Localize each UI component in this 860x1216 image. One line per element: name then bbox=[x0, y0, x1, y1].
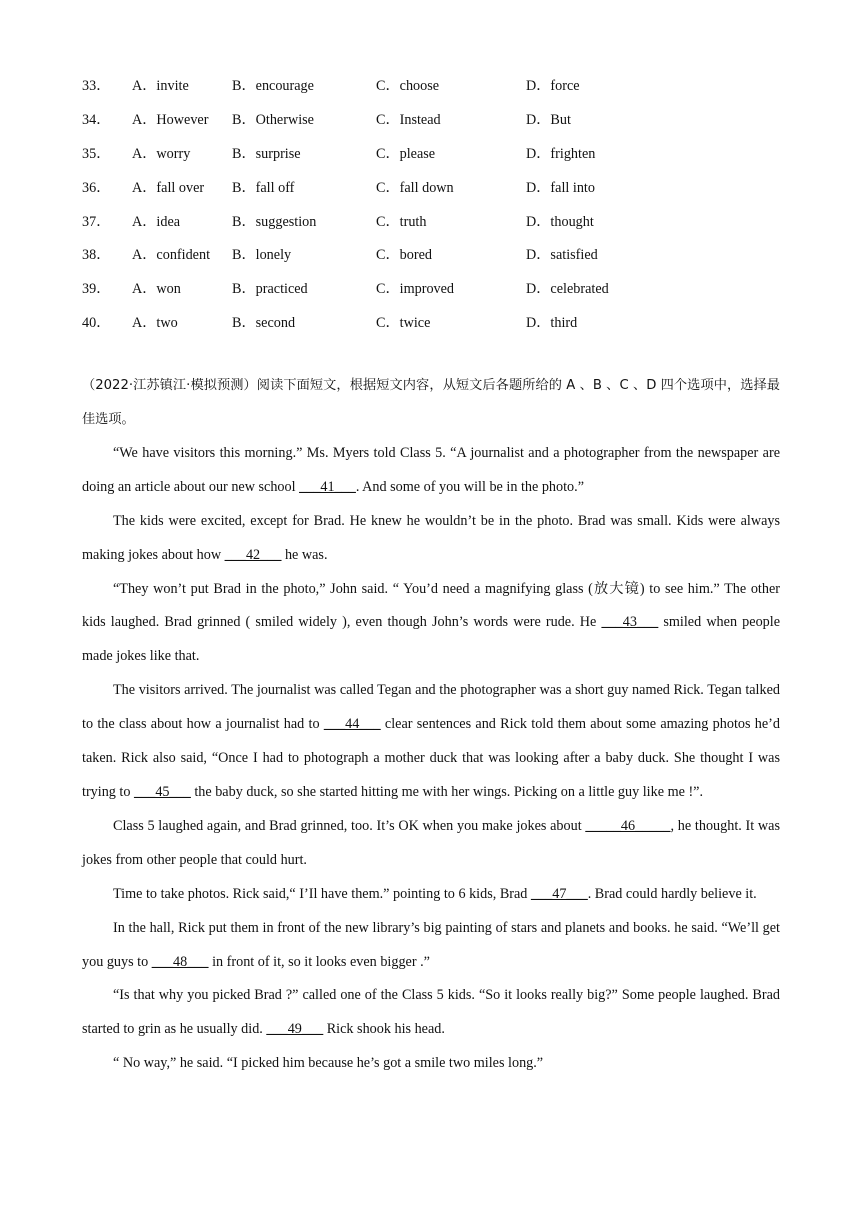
option-d: D．celebrated bbox=[526, 281, 609, 298]
blank-43: ___43___ bbox=[601, 614, 659, 631]
option-b: B．encourage bbox=[232, 77, 314, 94]
passage-paragraph bbox=[82, 1047, 780, 1081]
option-row-34 bbox=[82, 102, 780, 136]
option-row-38 bbox=[82, 237, 780, 271]
option-c: C．improved bbox=[376, 281, 455, 298]
option-c: C．bored bbox=[376, 247, 432, 264]
passage-paragraph bbox=[82, 979, 780, 1047]
paragraph-text: smiled when people made jokes like that. bbox=[82, 614, 780, 665]
blank-46: _____46_____ bbox=[585, 817, 671, 834]
option-a: A．two bbox=[132, 315, 178, 332]
question-number: 40． bbox=[82, 315, 111, 332]
passage-paragraph bbox=[82, 573, 780, 675]
passage-paragraph bbox=[82, 912, 780, 980]
blank-47: ___47___ bbox=[530, 885, 588, 902]
option-c: C．please bbox=[376, 145, 436, 162]
option-b: B．Otherwise bbox=[232, 111, 314, 128]
option-c: C．twice bbox=[376, 315, 431, 332]
paragraph-text: “We have visitors this morning.” Ms. Myers told Class 5. “A journalist and a photographer from the newspaper are doing an article about our new school bbox=[82, 444, 780, 495]
option-a: A．won bbox=[132, 281, 181, 298]
paragraph-text: The kids were excited, except for Brad. He knew he wouldn’t be in the photo. Brad was small. Kids were always making jokes about how bbox=[82, 512, 780, 563]
option-b: B．suggestion bbox=[232, 213, 317, 230]
option-c: C．fall down bbox=[376, 179, 454, 196]
paragraph-text: The visitors arrived. The journalist was called Tegan and the photographer was a short guy named Rick. Tegan talked to the class about how a journalist had to bbox=[82, 682, 780, 733]
question-number: 33． bbox=[82, 77, 111, 94]
paragraph-text: , he thought. It was jokes from other people that could hurt. bbox=[82, 817, 780, 868]
question-number: 34． bbox=[82, 111, 111, 128]
passage bbox=[82, 437, 780, 1081]
paragraph-text: in front of it, so it looks even bigger .” bbox=[208, 953, 430, 970]
option-c: C．Instead bbox=[376, 111, 441, 128]
passage-paragraph bbox=[82, 878, 780, 912]
paragraph-text: the baby duck, so she started hitting me with her wings. Picking on a little guy like me !”. bbox=[190, 784, 704, 800]
option-b: B．surprise bbox=[232, 145, 301, 162]
blank-45: ___45___ bbox=[134, 784, 191, 800]
option-d: D．force bbox=[526, 77, 580, 94]
option-row-37 bbox=[82, 204, 780, 238]
question-number: 37． bbox=[82, 213, 111, 230]
passage-paragraph bbox=[82, 437, 780, 505]
option-a: A．worry bbox=[132, 145, 191, 162]
paragraph-text: Class 5 laughed again, and Brad grinned, too. It’s OK when you make jokes about bbox=[113, 817, 586, 834]
paragraph-text: Time to take photos. Rick said,“ I’Il have them.” pointing to 6 kids, Brad bbox=[113, 885, 531, 902]
option-row-39 bbox=[82, 271, 780, 305]
option-row-35 bbox=[82, 136, 780, 170]
option-a: A．However bbox=[132, 111, 209, 128]
question-number: 39． bbox=[82, 281, 111, 298]
option-a: A．confident bbox=[132, 247, 211, 264]
passage-instructions: （2022·江苏镇江·模拟预测）阅读下面短文，根据短文内容，从短文后各题所给的 A 、B 、C 、D 四个选项中，选择最佳选项。 bbox=[82, 378, 780, 428]
blank-48: ___48___ bbox=[151, 953, 209, 970]
option-row-40 bbox=[82, 305, 780, 339]
option-row-33 bbox=[82, 68, 780, 102]
option-d: D．fall into bbox=[526, 179, 595, 196]
blank-41: ___41___ bbox=[299, 478, 356, 495]
passage-paragraph bbox=[82, 810, 780, 878]
blank-44: ___44___ bbox=[323, 716, 381, 733]
paragraph-text: . And some of you will be in the photo.” bbox=[355, 478, 584, 495]
option-d: D．thought bbox=[526, 213, 594, 230]
option-d: D．But bbox=[526, 111, 571, 128]
option-c: C．truth bbox=[376, 213, 427, 230]
option-b: B．second bbox=[232, 315, 296, 332]
paragraph-text: clear sentences and Rick told them about some amazing photos he’d taken. Rick also said, “Once I had to photograph a mother duck that was looking after a baby duck. She thought I was trying to bbox=[82, 716, 780, 800]
option-d: D．satisfied bbox=[526, 247, 598, 264]
passage-paragraph bbox=[82, 674, 780, 810]
paragraph-text: . Brad could hardly believe it. bbox=[587, 885, 757, 902]
blank-49: ___49___ bbox=[266, 1021, 324, 1038]
question-number: 36． bbox=[82, 179, 111, 196]
document-page bbox=[82, 68, 780, 1081]
paragraph-text: he was. bbox=[281, 546, 328, 563]
option-b: B．practiced bbox=[232, 281, 308, 298]
option-a: A．invite bbox=[132, 77, 189, 94]
paragraph-text: Rick shook his head. bbox=[323, 1021, 445, 1038]
blank-42: ___42___ bbox=[224, 546, 282, 563]
paragraph-text: “Is that why you picked Brad ?” called one of the Class 5 kids. “So it looks really big?” Some people laughed. Brad started to grin as he usually did. bbox=[82, 987, 780, 1038]
option-b: B．fall off bbox=[232, 179, 295, 196]
question-number: 35． bbox=[82, 145, 111, 162]
option-a: A．idea bbox=[132, 213, 181, 230]
passage-paragraph bbox=[82, 505, 780, 573]
question-number: 38． bbox=[82, 247, 111, 264]
paragraph-text: “They won’t put Brad in the photo,” John said. “ You’d need a magnifying glass (放大镜) to see him.” The other kids laughed. Brad grinned ( smiled widely ), even though John’s words were rude. He bbox=[82, 580, 780, 631]
option-b: B．lonely bbox=[232, 247, 292, 264]
option-d: D．frighten bbox=[526, 145, 596, 162]
option-a: A．fall over bbox=[132, 179, 205, 196]
option-c: C．choose bbox=[376, 77, 440, 94]
paragraph-text: In the hall, Rick put them in front of the new library’s big painting of stars and planets and books. he said. “We’ll get you guys to bbox=[82, 919, 780, 970]
option-row-36 bbox=[82, 170, 780, 204]
options-list bbox=[82, 68, 780, 339]
option-d: D．third bbox=[526, 315, 578, 332]
paragraph-text: “ No way,” he said. “I picked him because he’s got a smile two miles long.” bbox=[113, 1055, 544, 1072]
